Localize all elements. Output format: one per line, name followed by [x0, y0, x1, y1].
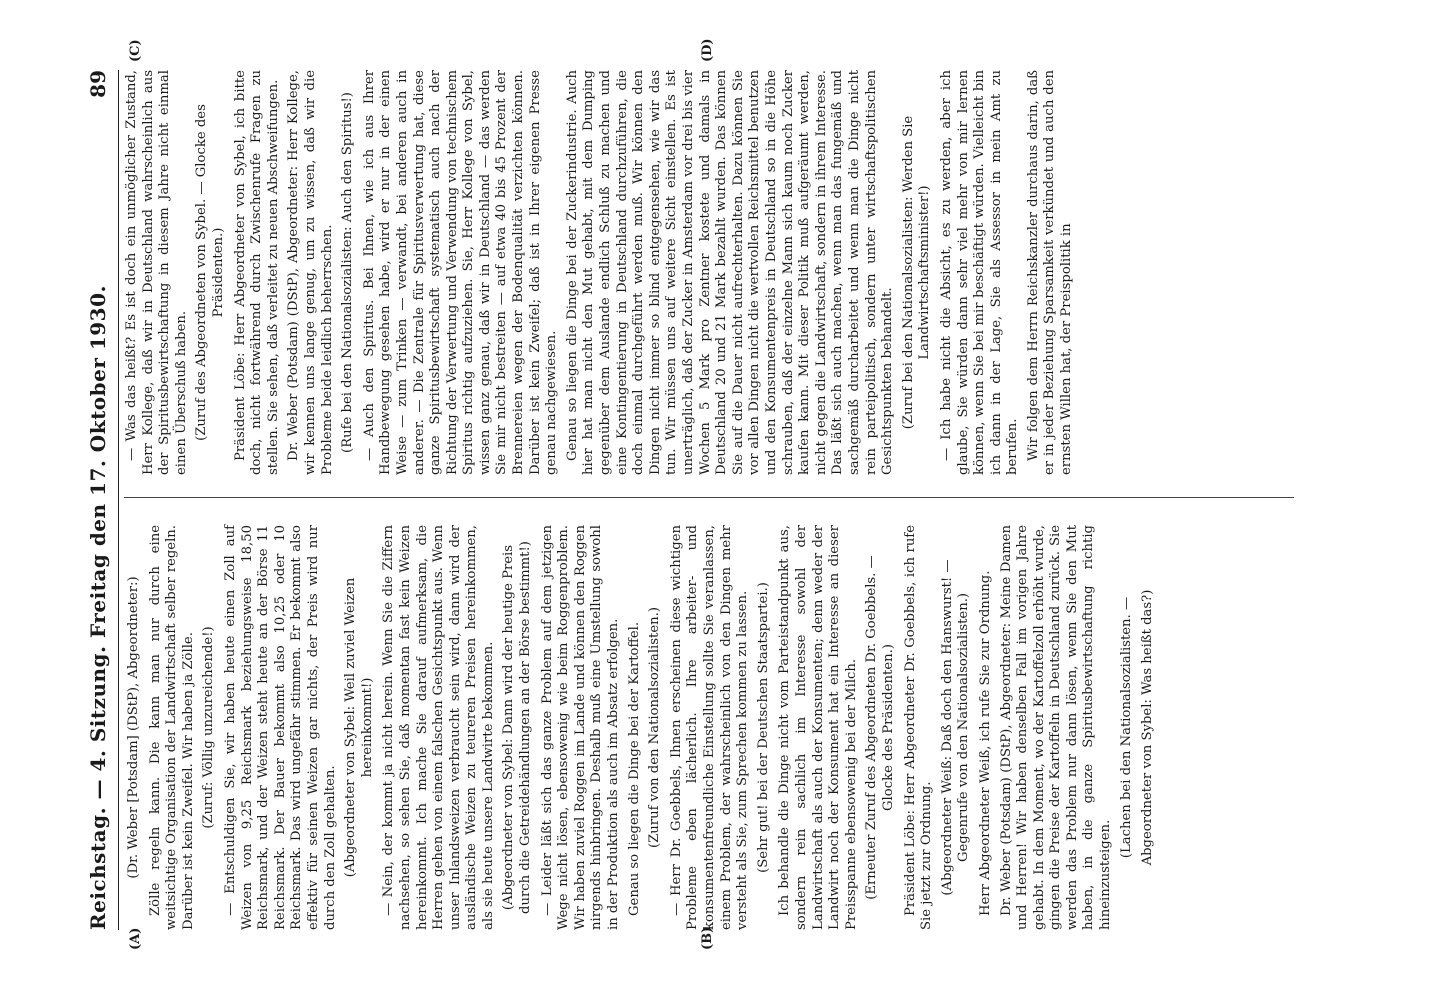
interjection: (Abgeordneter von Sybel: Weil zuviel Weizen hereinkommt!) — [343, 577, 375, 878]
paragraph: — Ich habe nicht die Absicht, es zu werden, aber ich glaube, Sie würden dann sehr viel mehr von mir lernen können, wenn Sie bei mir beschäftigt würden. Vielleicht bin ich dann in der Lage, Sie als Assessor in mein Amt zu berufen. — [938, 70, 1021, 475]
paragraph: — Entschuldigen Sie, wir haben heute einen Zoll auf Weizen von 9,25 Reichsmark beziehungsweise 18,50 Reichsmark, und der Weizen steht heute an der Börse 11 Reichsmark. Der Bauer bekommt also 10,25 oder 10 Reichsmark. Das wird ungefähr stimmen. Er bekommt also effektiv für seinen Weizen gar nichts, der Preis wird nur durch den Zoll gehalten. — [222, 525, 338, 930]
interjection: (Zuruf bei den Nationalsozialisten: Werden Sie Landwirtschaftsminister!) — [900, 115, 933, 430]
page-number: 89 — [86, 70, 110, 98]
interjection: (Sehr gut! bei der Deutschen Staatspartei.) — [755, 582, 771, 873]
paragraph: Ich behandle die Dinge nicht vom Parteistandpunkt aus, sondern rein sachlich im Interesse sowohl der Landwirtschaft als auch der Konsumenten; denn weder der Landwirt noch der Konsument hat ein Interesse an dieser Preisspanne ebensowenig bei der Milch. — [777, 525, 859, 930]
interjection: (Lachen bei den Nationalsozialisten. — — [1118, 596, 1134, 859]
margin-marker-b: (B) — [700, 926, 715, 950]
right-column — [124, 70, 1294, 475]
paragraph: Präsident Löbe: Herr Abgeordneter von Sybel, ich bitte doch, nicht fortwährend durch Zwischenrufe Fragen zu stellen. Sie sehen, daß verleitet zu neuen Abschweifungen. — [232, 70, 281, 475]
margin-marker-d: (D) — [700, 38, 715, 62]
paragraph: Herr Abgeordneter Weiß, ich rufe Sie zur Ordnung. — [977, 570, 993, 916]
margin-marker-c: (C) — [128, 39, 143, 62]
paragraph: — Leider läßt sich das ganze Problem auf dem jetzigen Wege nicht lösen, ebensowenig wie beim Roggenproblem. Wir haben zuviel Roggen im Lande und können den Roggen nirgends hinbringen. Deshalb muß eine Umstellung sowohl in der Produktion als auch im Absatz erfolgen. — [539, 525, 622, 930]
margin-marker-a: (A) — [128, 927, 143, 950]
paragraph: Wir folgen dem Herrn Reichskanzler durchaus darin, daß er in jeder Beziehung Sparsamkeit verkündet und auch den ernsten Willen hat, der Preispolitik in — [1025, 70, 1075, 475]
interjection: (Abgeordneter von Sybel: Dann wird der heutige Preis durch die Getreidehändlungen an der Börse bestimmt!) — [501, 541, 534, 914]
paragraph: Dr. Weber (Potsdam) (DStP), Abgeordneter: Herr Kollege, wir kennen uns lange genug, um zu wissen, daß wir die Probleme beide leidlich beherrschen. — [286, 70, 335, 475]
paragraph: Zölle regeln kann. Die kann man nur durch eine weitsichtige Organisation der Landwirtschaft selber regeln. Darüber ist kein Zweifel. Wir haben ja Zölle. — [147, 525, 196, 930]
interjection: Abgeordneter von Sybel: Was heißt das?) — [1140, 589, 1156, 866]
speaker-continuation: (Dr. Weber [Potsdam] (DStP), Abgeordneter:) — [126, 576, 141, 879]
paragraph: — Herr Dr. Goebbels, Ihnen erscheinen diese wichtigen Probleme eben lächerlich. Ihre arbeiter- und konsumentenfreundliche Einstellung sollte Sie veranlassen, einem Problem, der wahrscheinlich von den Dingen mehr versteht als Sie, zum Sprechen kommen zu lassen. — [668, 525, 751, 930]
interjection: (Rufe bei den Nationalsozialisten: Auch den Spiritus!) — [340, 92, 356, 453]
page-header — [78, 70, 119, 930]
interjection: (Zuruf von den Nationalsozialisten.) — [647, 607, 663, 848]
paragraph: — Nein, der kommt ja nicht herein. Wenn Sie die Ziffern nachsehen, so sehen Sie, daß momentan fast kein Weizen hereinkommt. Ich mache Sie darauf aufmerksam, die Herren gehen von einem falschen Gesichtspunkt aus. Wenn unser Inlandsweizen verbraucht sein wird, dann wird der ausländische Weizen zu teureren Preisen hereinkommen, als sie heute unsere Landwirte bekommen. — [381, 525, 496, 930]
paragraph: Genau so liegen die Dinge bei der Kartoffel. — [626, 621, 642, 916]
interjection: (Zuruf des Abgeordneten von Sybel. — Glocke des Präsidenten.) — [194, 104, 226, 441]
left-column — [124, 525, 1294, 930]
interjection: (Zuruf: Völlig unzureichende!) — [201, 626, 217, 829]
paragraph: — Was das heißt? Es ist doch ein unmöglicher Zustand, Herr Kollege, daß wir in Deutschland wahrscheinlich aus der Spiritusbewirtschaftung in diesem Jahre nicht einmal einen Überschuß haben. — [124, 70, 189, 475]
paragraph: Genau so liegen die Dinge bei der Zuckerindustrie. Auch hier hat man nicht den Mut gehabt, mit dem Dumping gegenüber dem Auslande endlich Schluß zu machen und eine Kontingentierung in Deutschland durchzuführen, die doch einmal durchgeführt werden muß. Wir können den Dingen nicht immer so blind entgegensehen, wie wir das tun. Wir müssen uns auf weitere Sicht einstellen. Es ist unerträglich, daß der Zucker in Amsterdam vor drei bis vier Wochen 5 Mark pro Zentner kostete und damals in Deutschland 20 und 21 Mark bezahlt wurden. Das können Sie auf die Dauer nicht aufrechterhalten. Dazu können Sie vor allen Dingen nicht die wertvollen Reichsmittel benutzen und den Konsumentenpreis in Deutschland so in die Höhe schrauben, daß der einzelne Mann sich kaum noch Zucker kaufen kann. Mit dieser Politik muß aufgeräumt werden, nicht gegen die Landwirtschaft, sondern in ihrem Interesse. Das läßt sich auch machen, wenn man das fungemäß und sachgemäß durcharbeitet und wenn man die Dinge nicht rein parteipolitisch, sondern unter wirtschaftspolitischen Gesichtspunkten behandelt. — [564, 70, 896, 475]
paragraph: Dr. Weber (Potsdam) (DStP), Abgeordneter: Meine Damen und Herren! Wir haben denselben Fall im vorigen Jahre gehabt. In dem Moment, wo der Kartoffelzoll erhöht wurde, gingen die Preise der Kartoffeln in Deutschland zurück. Sie werden das Problem nur dann lösen, wenn Sie den Mut haben, in die ganze Spiritusbewirtschaftung richtig hineinzusteigen. — [998, 525, 1114, 930]
page-title: Reichstag. — 4. Sitzung. Freitag den 17. Oktober 1930. — [86, 285, 110, 930]
interjection: (Abgeordneter Weiß: Daß doch den Hanswurst! — Gegenrufe von den Nationalsozialisten.) — [939, 559, 972, 896]
column-divider — [124, 497, 1294, 498]
interjection: (Erneuter Zuruf des Abgeordneten Dr. Goebbels. — Glocke des Präsidenten.) — [864, 555, 896, 900]
paragraph: — Auch den Spiritus. Bei Ihnen, wie ich aus Ihrer Handbewegung gesehen habe, wird er nur in der einen Weise — zum Trinken — verwandt, bei anderen auch in anderer. — Die Zentrale für Spiritusverwertung hat, diese ganze Spiritusbewirtschaft systematisch auch nach der Richtung der Verwertung und Verwendung von technischem Spiritus richtig aufzuziehen. Sie, Herr Kollege von Sybel, wissen ganz genau, daß wir in Deutschland — das werden Sie mir nicht bestreiten — auf etwa 40 bis 45 Prozent der Brennereien wegen der Bodenqualität verzichten können. Darüber ist kein Zweifel; daß ist in Ihrer eigenen Presse genau nachgewiesen. — [361, 70, 560, 475]
paragraph: Präsident Löbe: Herr Abgeordneter Dr. Goebbels, ich rufe Sie jetzt zur Ordnung. — [902, 525, 935, 930]
